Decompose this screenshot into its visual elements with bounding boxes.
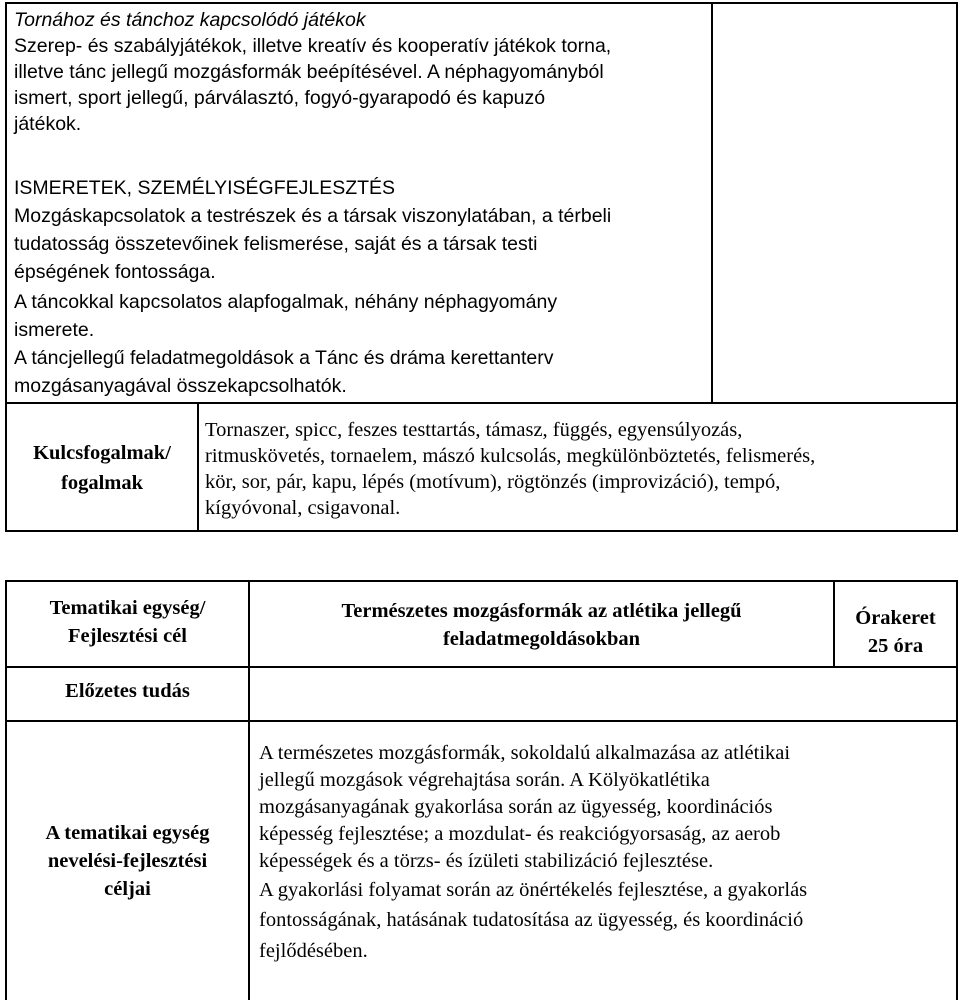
- keywords-label: [7, 438, 197, 498]
- table2-row-divider-1: [5, 666, 958, 668]
- goals-label-line-3: céljai: [104, 878, 151, 900]
- goals-line-3: mozgásanyagának gyakorlása során az ügyesség, koordinációs: [259, 796, 773, 818]
- table2-row-divider-2: [5, 720, 958, 722]
- knowledge-line-5: ismerete.: [14, 319, 95, 341]
- keywords-label-line-1: Kulcsfogalmak/: [33, 442, 171, 464]
- knowledge-line-3: épségének fontossága.: [14, 261, 216, 283]
- knowledge-line-2: tudatosság összetevőinek felismerése, saját és a társak testi: [14, 233, 538, 255]
- unit-label-line-2: Fejlesztési cél: [68, 625, 187, 647]
- games-line-2: illetve tánc jellegű mozgásformák beépítésével. A néphagyományból: [14, 61, 604, 83]
- table1-top-border: [5, 2, 958, 4]
- unit-title-line-2: feladatmegoldásokban: [442, 628, 641, 650]
- table2-top-border: [5, 580, 958, 582]
- goals-label-line-1: A tematikai egység: [45, 822, 210, 844]
- keywords-label-line-2: fogalmak: [61, 472, 143, 494]
- games-line-1: Szerep- és szabályjátékok, illetve kreatív és kooperatív játékok torna,: [14, 35, 612, 57]
- hours-label: Órakeret: [855, 607, 936, 629]
- games-line-3: ismert, sport jellegű, párválasztó, fogyó-gyarapodó és kapuzó: [14, 87, 546, 109]
- goals-line-1: A természetes mozgásformák, sokoldalú alkalmazása az atlétikai: [259, 742, 791, 764]
- unit-title-line-1: Természetes mozgásformák az atlétika jellegű: [341, 600, 742, 622]
- unit-label: [7, 594, 248, 650]
- goals-label: [7, 819, 248, 903]
- games-line-4: játékok.: [14, 113, 82, 135]
- table1-bottom-border: [5, 530, 958, 532]
- table1-right-border: [956, 2, 958, 532]
- goals-line-7: fontosságának, hatásának tudatosítása az ügyesség, és koordináció: [259, 909, 804, 931]
- keywords-line-4: kígyóvonal, csigavonal.: [205, 497, 401, 519]
- unit-title: [250, 597, 833, 653]
- goals-line-4: képesség fejlesztése; a mozdulat- és reakciógyorsaság, az aerob: [259, 823, 781, 845]
- keywords-line-2: ritmuskövetés, tornaelem, mászó kulcsolás, megkülönböztetés, felismerés,: [205, 445, 816, 467]
- table1-col-divider-bottom: [197, 402, 199, 532]
- goals-line-2: jellegű mozgások végrehajtása során. A Kölyökatlétika: [259, 769, 710, 791]
- goals-line-5: képességek és a törzs- és ízületi stabilizáció fejlesztése.: [259, 850, 714, 872]
- keywords-line-3: kör, sor, pár, kapu, lépés (motívum), rögtönzés (improvizáció), tempó,: [205, 471, 781, 493]
- keywords-line-1: Tornaszer, spicc, feszes testtartás, támasz, függés, egyensúlyozás,: [205, 419, 743, 441]
- goals-line-6: A gyakorlási folyamat során az önértékelés fejlesztése, a gyakorlás: [259, 879, 808, 901]
- unit-label-line-1: Tematikai egység/: [49, 597, 206, 619]
- knowledge-line-6: A táncjellegű feladatmegoldások a Tánc és dráma kerettanterv: [14, 347, 554, 369]
- hours-cell: [835, 604, 956, 660]
- table1-row-divider: [5, 402, 958, 404]
- knowledge-line-4: A táncokkal kapcsolatos alapfogalmak, néhány néphagyomány: [14, 291, 558, 313]
- goals-label-line-2: nevelési-fejlesztési: [47, 850, 208, 872]
- games-heading: Tornához és tánchoz kapcsolódó játékok: [14, 9, 366, 31]
- goals-line-8: fejlődésében.: [259, 940, 368, 962]
- knowledge-line-7: mozgásanyagával összekapcsolhatók.: [14, 375, 347, 397]
- table2-right-border: [956, 580, 958, 1000]
- hours-value: 25 óra: [867, 635, 924, 657]
- prior-knowledge-label: Előzetes tudás: [65, 680, 190, 702]
- table1-col-divider-top: [711, 2, 713, 404]
- knowledge-line-1: Mozgáskapcsolatok a testrészek és a társak viszonylatában, a térbeli: [14, 205, 612, 227]
- knowledge-heading: ISMERETEK, SZEMÉLYISÉGFEJLESZTÉS: [14, 177, 396, 199]
